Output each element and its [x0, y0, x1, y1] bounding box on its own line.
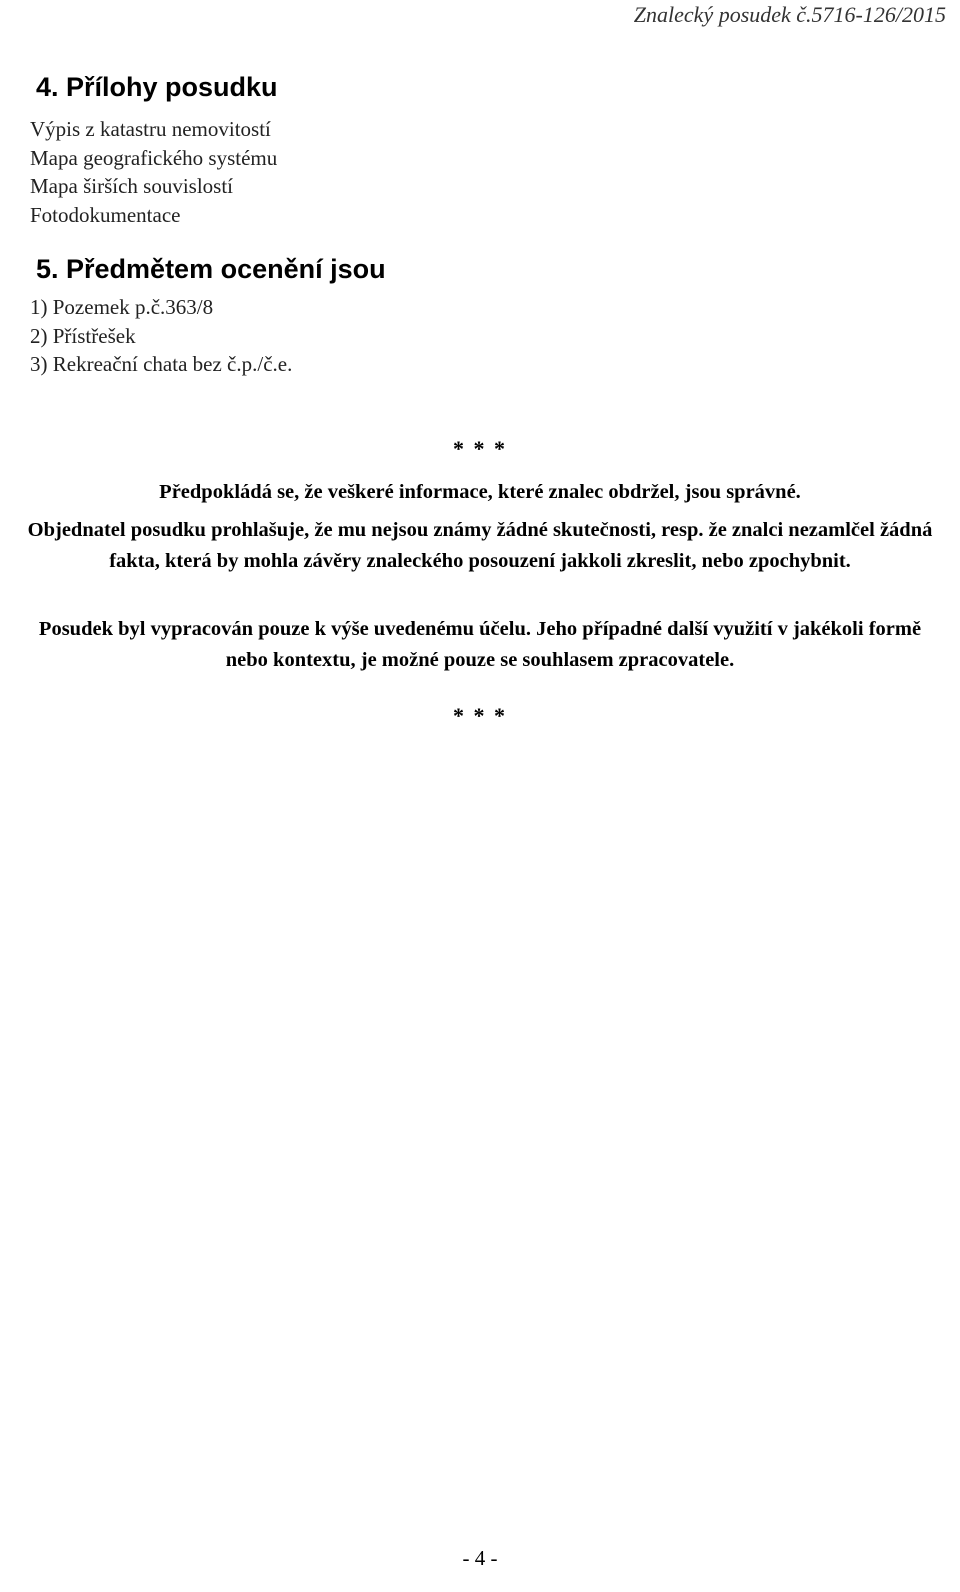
separator-stars-bottom: * * *	[453, 703, 507, 728]
list-item: Výpis z katastru nemovitostí	[30, 117, 271, 141]
list-item: 1) Pozemek p.č.363/8	[30, 295, 214, 319]
notice-purpose-restriction: Posudek byl vypracován pouze k výše uvedenému účelu. Jeho případné další využití v jakékoli formě nebo kontextu, je možné pouze se souhlasem zpracovatele.	[38, 618, 922, 671]
section-heading-valuation-subjects: 5. Předmětem ocenění jsou	[36, 254, 386, 284]
list-item: 2) Přístřešek	[30, 323, 136, 348]
notice-information-correct: Předpokládá se, že veškeré informace, které znalec obdržel, jsou správné.	[159, 481, 801, 503]
list-item: Mapa širších souvislostí	[30, 174, 233, 198]
running-header: Znalecký posudek č.5716-126/2015	[633, 2, 946, 27]
valuation-subjects-list	[30, 293, 292, 379]
list-item: Mapa geografického systému	[30, 145, 278, 170]
page-number: - 4 -	[462, 1546, 498, 1570]
section-heading-attachments: 4. Přílohy posudku	[36, 72, 278, 102]
list-item: Fotodokumentace	[30, 202, 181, 227]
list-item: 3) Rekreační chata bez č.p./č.e.	[30, 352, 293, 376]
separator-stars-top: * * *	[453, 436, 507, 461]
attachments-list	[30, 115, 277, 229]
notice-client-declaration: Objednatel posudku prohlašuje, že mu nejsou známy žádné skutečnosti, resp. že znalci nezamlčel žádná fakta, která by mohla závěry znaleckého posouzení jakkoli zkreslit, nebo zpochybnit.	[27, 519, 933, 572]
